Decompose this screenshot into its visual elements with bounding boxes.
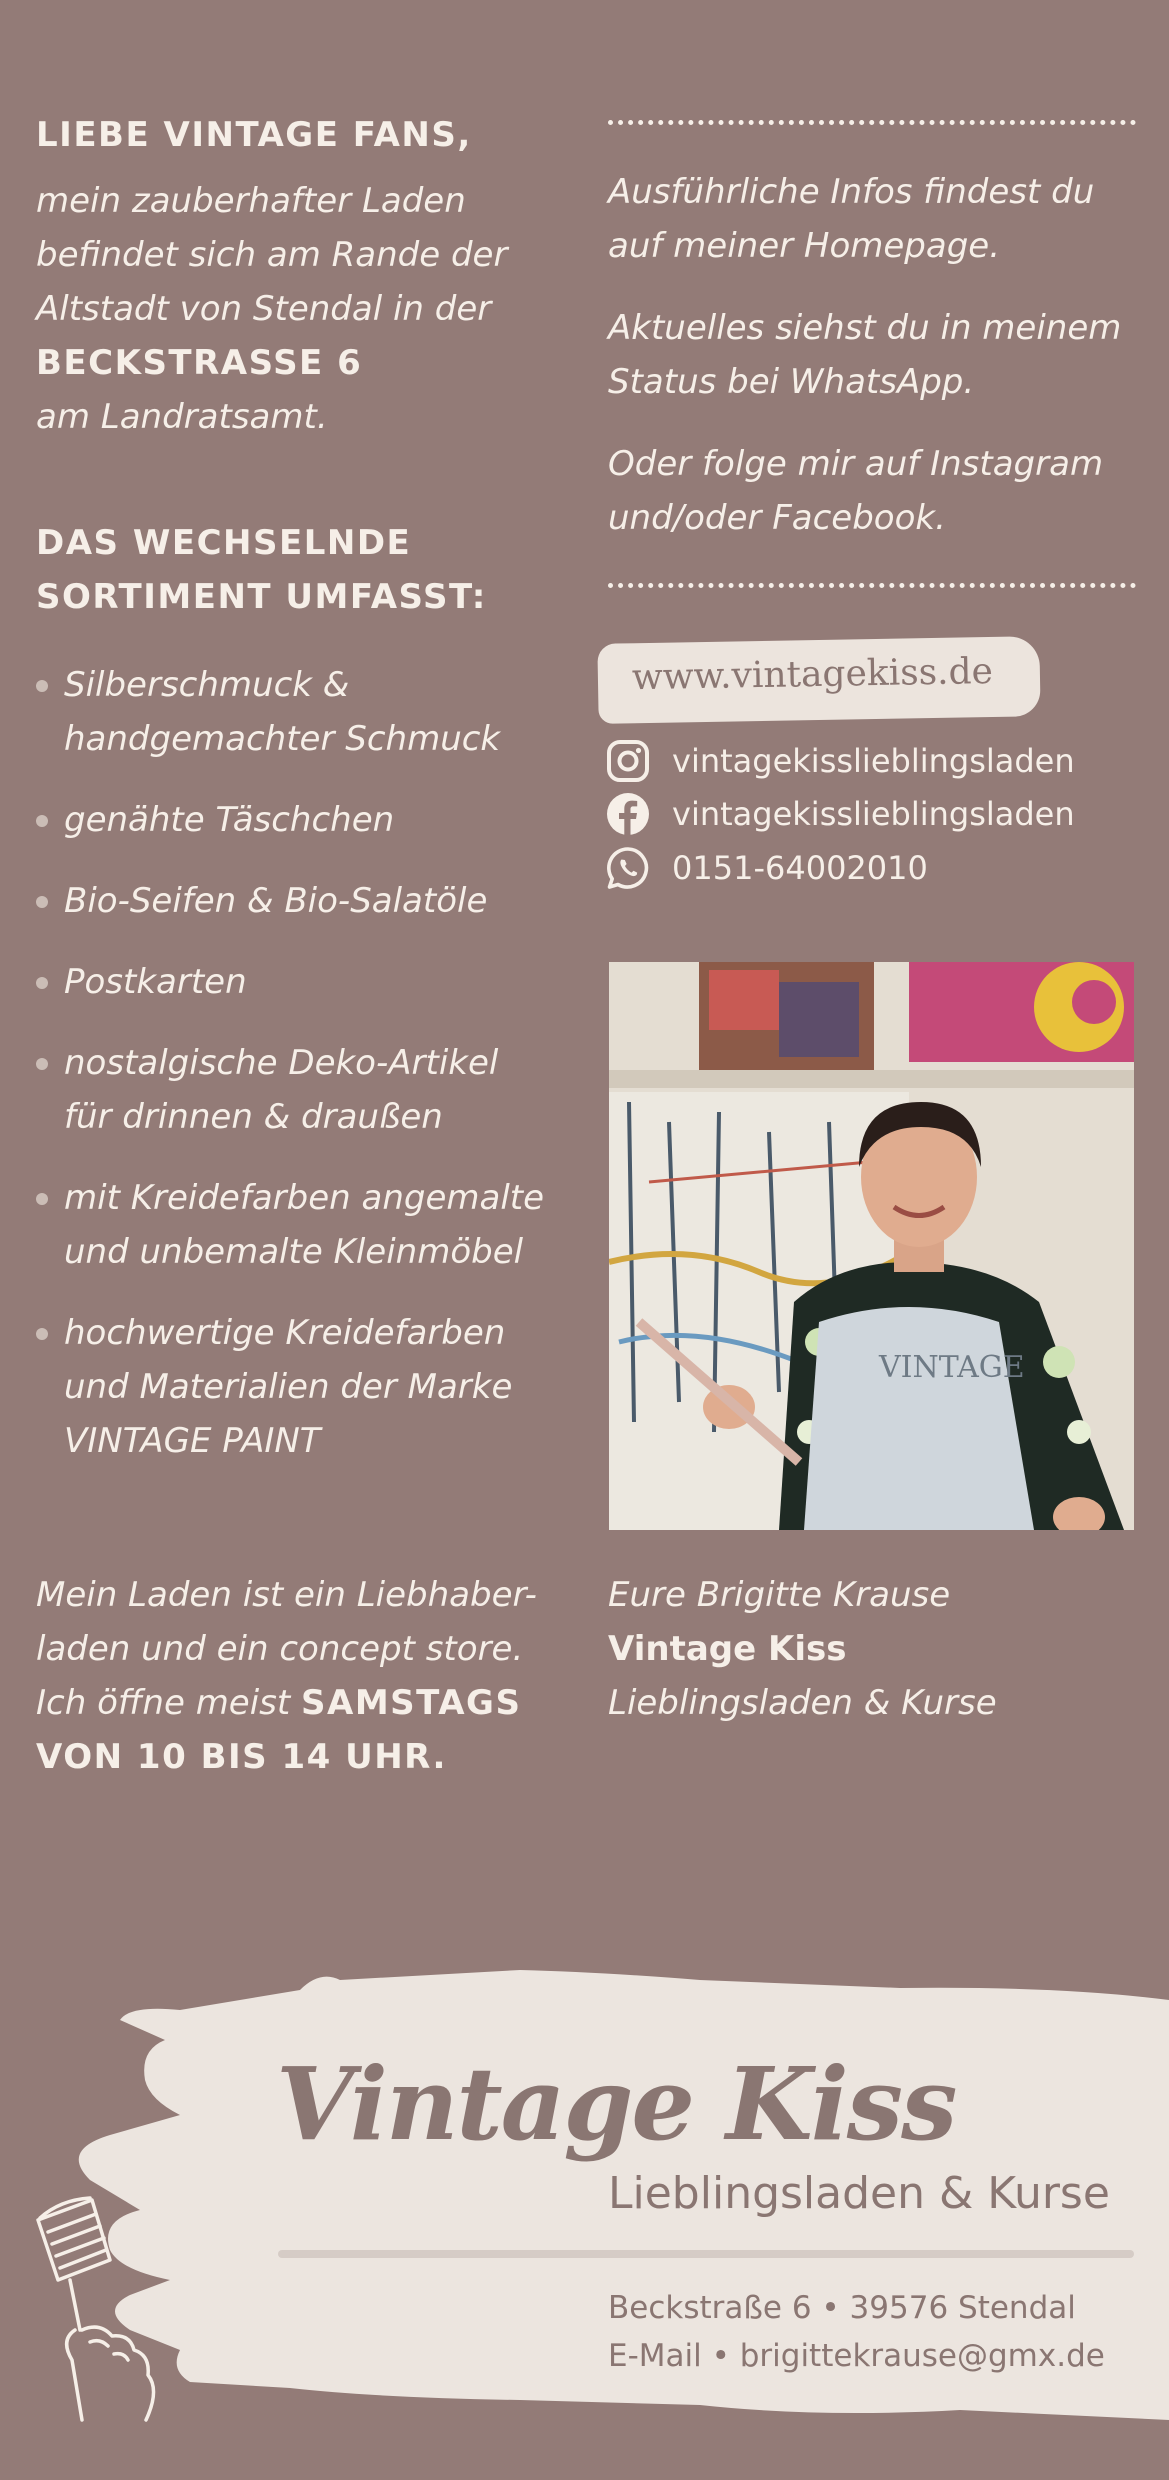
assortment-list — [36, 658, 576, 1468]
whatsapp-number[interactable]: 0151-64002010 — [672, 849, 928, 887]
list-item: Postkarten — [36, 955, 576, 1009]
closing-line-3: Ich öffne meist — [36, 1683, 291, 1723]
footer-divider — [278, 2250, 1134, 2258]
svg-text:VINTAGE: VINTAGE — [879, 1350, 1025, 1385]
intro-landmark: am Landratsamt. — [36, 397, 328, 437]
intro-heading: LIEBE VINTAGE FANS, — [36, 115, 472, 155]
intro-line-2: befindet sich am Rande der — [36, 235, 508, 275]
closing-line-1: Mein Laden ist ein Liebhaber- — [36, 1575, 537, 1615]
info-line-3: Aktuelles siehst du in meinem — [608, 308, 1122, 348]
closing-line-2: laden und ein concept store. — [36, 1629, 524, 1669]
facebook-handle[interactable]: vintagekisslieblingsladen — [672, 795, 1075, 833]
assortment-heading-2: SORTIMENT UMFASST: — [36, 577, 487, 617]
website-badge[interactable] — [597, 636, 1040, 724]
bullet-dot — [36, 896, 48, 908]
bullet-dot — [36, 1058, 48, 1070]
info-line-1: Ausführliche Infos findest du — [608, 172, 1095, 212]
portrait-photo — [609, 962, 1134, 1530]
signature-greeting: Eure Brigitte Krause — [608, 1575, 951, 1615]
assortment-heading-1: DAS WECHSELNDE — [36, 523, 412, 563]
website-link[interactable]: www.vintagekiss.de — [631, 650, 994, 699]
footer-banner — [0, 1950, 1169, 2430]
dotted-divider-bottom — [608, 583, 1136, 588]
opening-hours: VON 10 BIS 14 UHR. — [36, 1737, 447, 1777]
bullet-dot — [36, 680, 48, 692]
bullet-dot — [36, 1193, 48, 1205]
list-item: nostalgische Deko-Artikel für drinnen & draußen — [36, 1036, 576, 1144]
bullet-dot — [36, 977, 48, 989]
intro-line-3: Altstadt von Stendal in der — [36, 289, 492, 329]
list-item: genähte Täschchen — [36, 793, 576, 847]
instagram-handle[interactable]: vintagekisslieblingsladen — [672, 742, 1075, 780]
list-item: hochwertige Kreidefarben und Materialien der Marke VINTAGE PAINT — [36, 1306, 576, 1468]
left-column — [36, 108, 576, 1495]
bullet-dot — [36, 1328, 48, 1340]
info-line-4: Status bei WhatsApp. — [608, 362, 975, 402]
info-line-6: und/oder Facebook. — [608, 498, 946, 538]
list-item: Bio-Seifen & Bio-Salatöle — [36, 874, 576, 928]
footer-email[interactable]: E-Mail • brigittekrause@gmx.de — [608, 2338, 1105, 2374]
whatsapp-icon — [606, 846, 650, 890]
instagram-icon — [606, 739, 650, 783]
list-item: mit Kreidefarben angemalte und unbemalte Kleinmöbel — [36, 1171, 576, 1279]
info-line-2: auf meiner Homepage. — [608, 226, 1001, 266]
intro-street: BECKSTRASSE 6 — [36, 343, 363, 383]
signature-tagline: Lieblingsladen & Kurse — [608, 1683, 997, 1723]
signature-block — [608, 1568, 1148, 1730]
facebook-icon — [606, 792, 650, 836]
closing-text — [36, 1568, 596, 1784]
footer-logo-text: Vintage Kiss — [276, 2045, 956, 2163]
info-line-5: Oder folge mir auf Instagram — [608, 444, 1104, 484]
instagram-row[interactable] — [606, 738, 1075, 784]
bullet-dot — [36, 815, 48, 827]
facebook-row[interactable] — [606, 791, 1075, 837]
footer-logo-subtitle: Lieblingsladen & Kurse — [608, 2168, 1110, 2219]
whatsapp-row[interactable] — [606, 845, 928, 891]
list-item: Silberschmuck & handgemachter Schmuck — [36, 658, 576, 766]
opening-day: SAMSTAGS — [301, 1683, 522, 1723]
right-column — [608, 108, 1136, 588]
signature-brand: Vintage Kiss — [608, 1629, 847, 1669]
portrait-illustration — [609, 962, 1134, 1530]
footer-address: Beckstraße 6 • 39576 Stendal — [608, 2290, 1076, 2326]
intro-line-1: mein zauberhafter Laden — [36, 181, 466, 221]
